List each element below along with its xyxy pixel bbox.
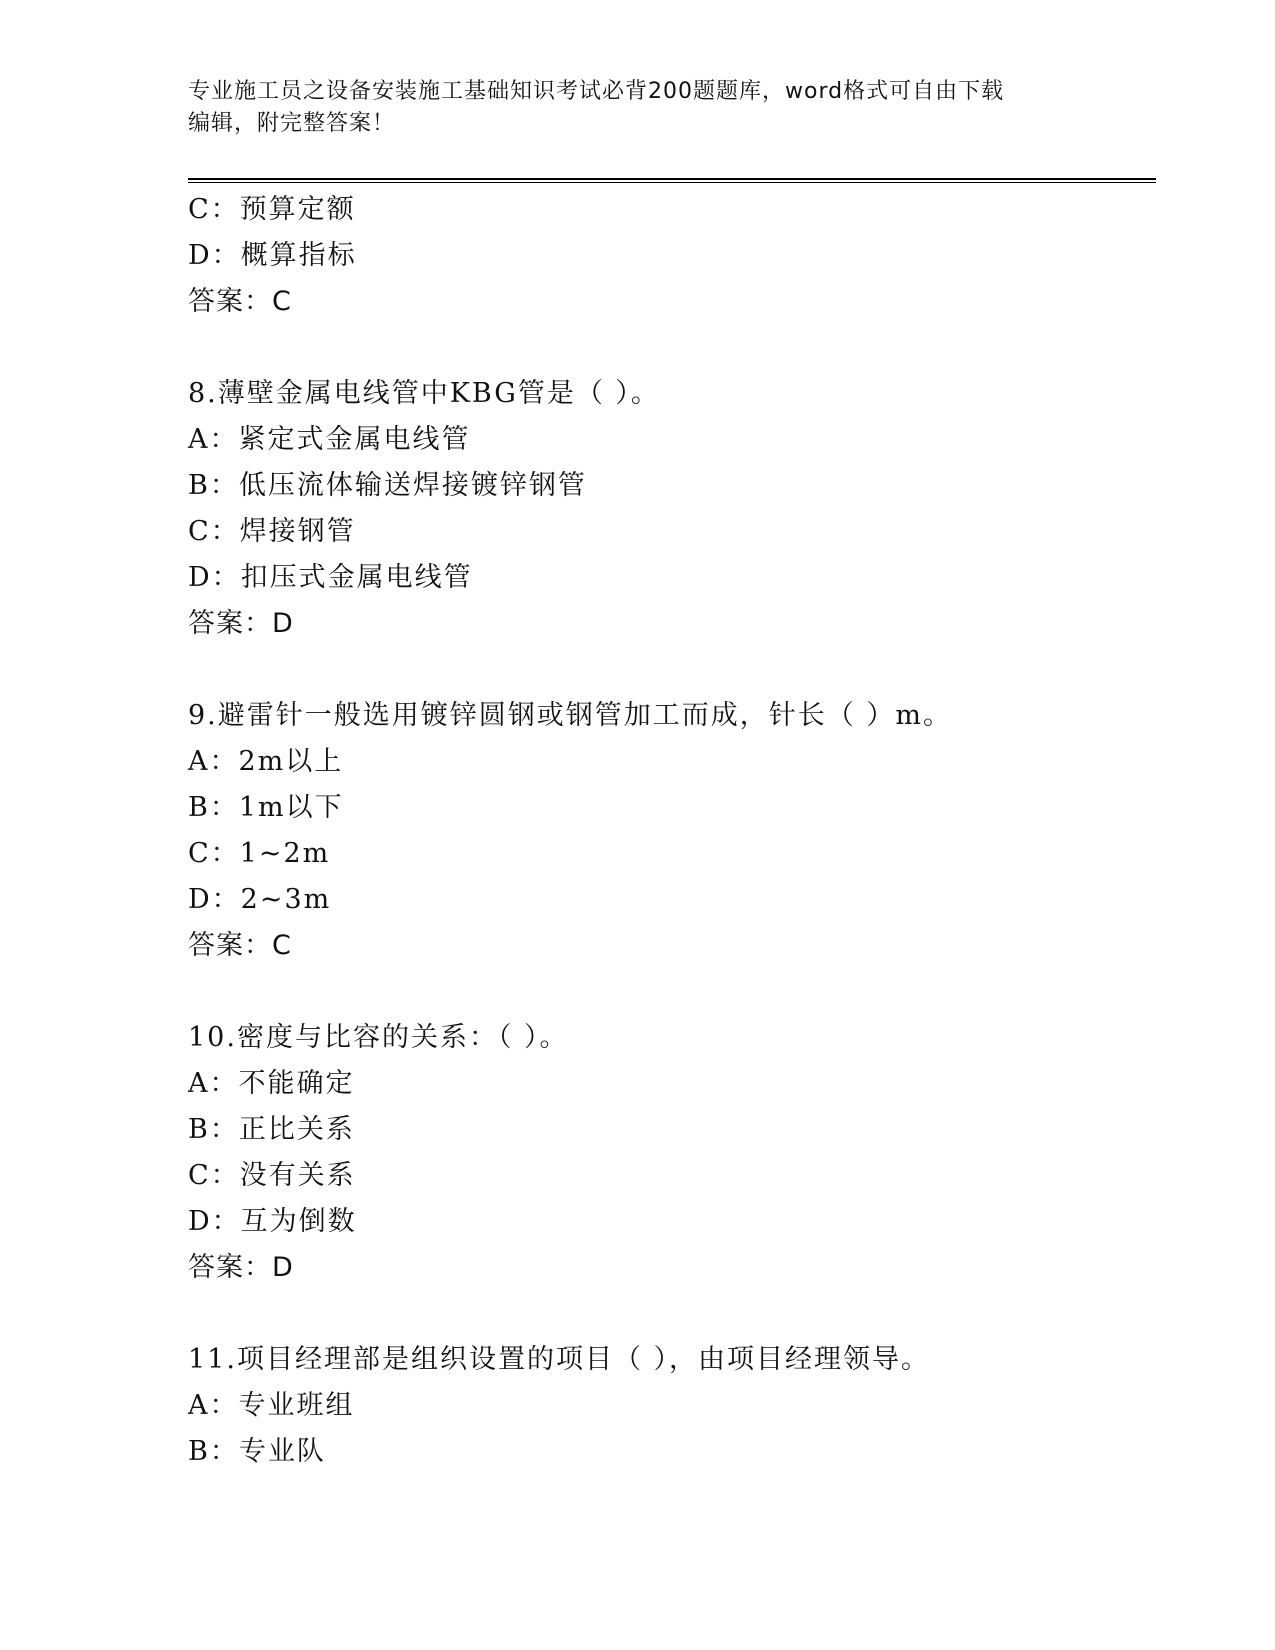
header-divider-thick xyxy=(188,178,1156,180)
question-7-tail xyxy=(188,187,1148,325)
option-b: B：正比关系 xyxy=(188,1114,355,1145)
question-text: 11.项目经理部是组织设置的项目（ ），由项目经理领导。 xyxy=(188,1344,931,1375)
option-c: C：1~2m xyxy=(188,838,331,869)
header-line-1: 专业施工员之设备安装施工基础知识考试必背200题题库，word格式可自由下载 xyxy=(188,79,1005,104)
document-body xyxy=(188,187,1148,1475)
answer-label: 答案：C xyxy=(188,286,292,317)
question-9 xyxy=(188,693,1148,969)
option-a: A：不能确定 xyxy=(188,1068,355,1099)
option-a: A：紧定式金属电线管 xyxy=(188,424,471,455)
option-b: B：1m以下 xyxy=(188,792,344,823)
answer-label: 答案：C xyxy=(188,930,292,961)
option-d: D：扣压式金属电线管 xyxy=(188,562,473,593)
question-text: 10.密度与比容的关系：（ ）。 xyxy=(188,1022,569,1053)
option-c: C：焊接钢管 xyxy=(188,516,356,547)
header-line-2: 编辑，附完整答案！ xyxy=(188,111,396,136)
option-a: A：专业班组 xyxy=(188,1390,355,1421)
document-header xyxy=(188,76,1088,140)
option-a: A：2m以上 xyxy=(188,746,344,777)
question-10 xyxy=(188,1015,1148,1291)
option-d: D：2~3m xyxy=(188,884,332,915)
answer-label: 答案：D xyxy=(188,608,294,639)
option-c: C：没有关系 xyxy=(188,1160,356,1191)
question-8 xyxy=(188,371,1148,647)
option-d: D：概算指标 xyxy=(188,240,357,271)
header-divider-thin xyxy=(188,182,1156,183)
option-b: B：低压流体输送焊接镀锌钢管 xyxy=(188,470,587,501)
question-text: 9.避雷针一般选用镀锌圆钢或钢管加工而成，针长（ ）m。 xyxy=(188,700,952,731)
option-c: C：预算定额 xyxy=(188,194,356,225)
option-d: D：互为倒数 xyxy=(188,1206,357,1237)
question-text: 8.薄壁金属电线管中KBG管是（ ）。 xyxy=(188,378,660,409)
option-b: B：专业队 xyxy=(188,1436,326,1467)
question-11 xyxy=(188,1337,1148,1475)
answer-label: 答案：D xyxy=(188,1252,294,1283)
